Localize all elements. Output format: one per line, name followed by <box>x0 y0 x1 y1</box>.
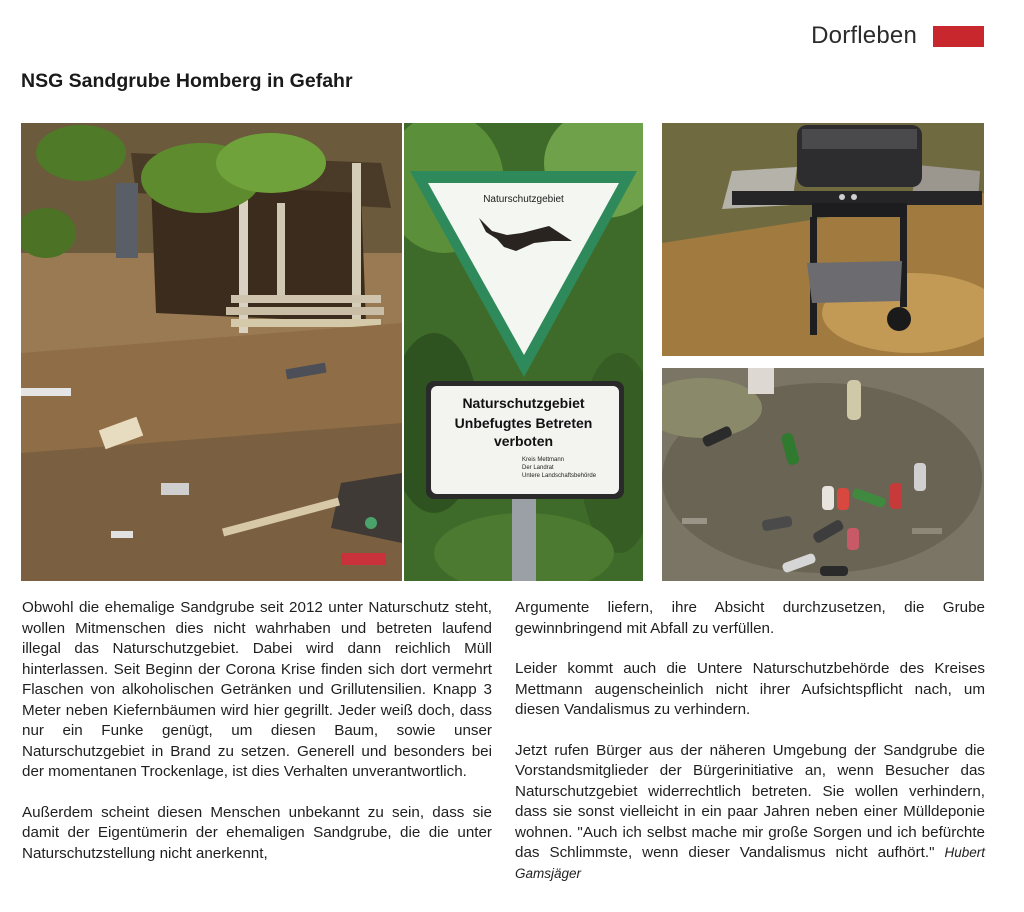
article-author: Hubert Gamsjäger <box>515 845 985 881</box>
sand-pit-shelter-photo <box>21 123 402 581</box>
photo-strip <box>21 123 984 581</box>
sign-panel-line2: verboten <box>493 433 554 449</box>
section-accent-bar <box>933 26 984 47</box>
nature-reserve-sign-photo <box>404 123 643 581</box>
sign-authority-line1: Kreis Mettmann <box>522 457 565 463</box>
sign-panel-title: Naturschutzgebiet <box>462 395 585 411</box>
section-title: Dorfleben <box>811 22 917 49</box>
article-column-right <box>515 598 985 904</box>
section-header <box>811 22 984 50</box>
sign-authority-line2: Der Landrat <box>522 465 554 471</box>
sign-authority-line3: Untere Landschaftsbehörde <box>522 473 597 479</box>
article-paragraph: Obwohl die ehemalige Sandgrube seit 2012 unter Naturschutz steht, wollen Mitmenschen dies nicht wahrhaben und betreten laufend illegal das Naturschutzgebiet. Dabei wird dann reichlich Müll hinterlassen. Seit Beginn der Corona Krise finden sich dort vermehrt Flaschen von alkoholischen Getränken und Grillutensilien. Knapp 3 Meter neben Kiefernbäumen wird hier gegrillt. Jeder weiß doch, dass nur ein Funke genügt, um diesen Baum, sowie unser Naturschutzgebiet in Brand zu setzen. Generell und besonders bei der momentanen Trockenlage, ist dies Verhalten unverantwortlich. <box>22 599 492 780</box>
sign-triangle-label: Naturschutzgebiet <box>483 194 564 205</box>
article-paragraph: Leider kommt auch die Untere Naturschutzbehörde des Kreises Mettmann augenscheinlich nicht ihrer Aufsichtspflicht nach, um diesen Vandalismus zu verhindern. <box>515 660 985 718</box>
bottles-litter-photo <box>662 368 984 581</box>
article-column-left <box>22 598 492 884</box>
article-paragraph: Außerdem scheint diesen Menschen unbekannt zu sein, dass sie damit der Eigentümerin der ehemaligen Sandgrube, die die unter Naturschutzstellung nicht anerkennt, <box>22 803 492 862</box>
article-text: Jetzt rufen Bürger aus der näheren Umgebung der Sandgrube die Vorstandsmitglieder der Bürgerinitiative an, wenn Besucher das Naturschutzgebiet widerrechtlich betreten. Sie wollen verhindern, dass sie sonst vielleicht in ein paar Jahren neben einer Mülldeponie wohnen. "Auch ich selbst mache mir große Sorgen und ich befürchte das Schlimmste, wenn dieser Vandalismus nicht aufhört." <box>515 741 985 861</box>
article-headline: NSG Sandgrube Homberg in Gefahr <box>21 70 353 92</box>
grill-photo <box>662 123 984 356</box>
sign-panel-line1: Unbefugtes Betreten <box>454 415 593 431</box>
article-paragraph-last <box>515 741 985 885</box>
article-paragraph: Argumente liefern, ihre Absicht durchzusetzen, die Grube gewinnbringend mit Abfall zu verfüllen. <box>515 599 985 637</box>
